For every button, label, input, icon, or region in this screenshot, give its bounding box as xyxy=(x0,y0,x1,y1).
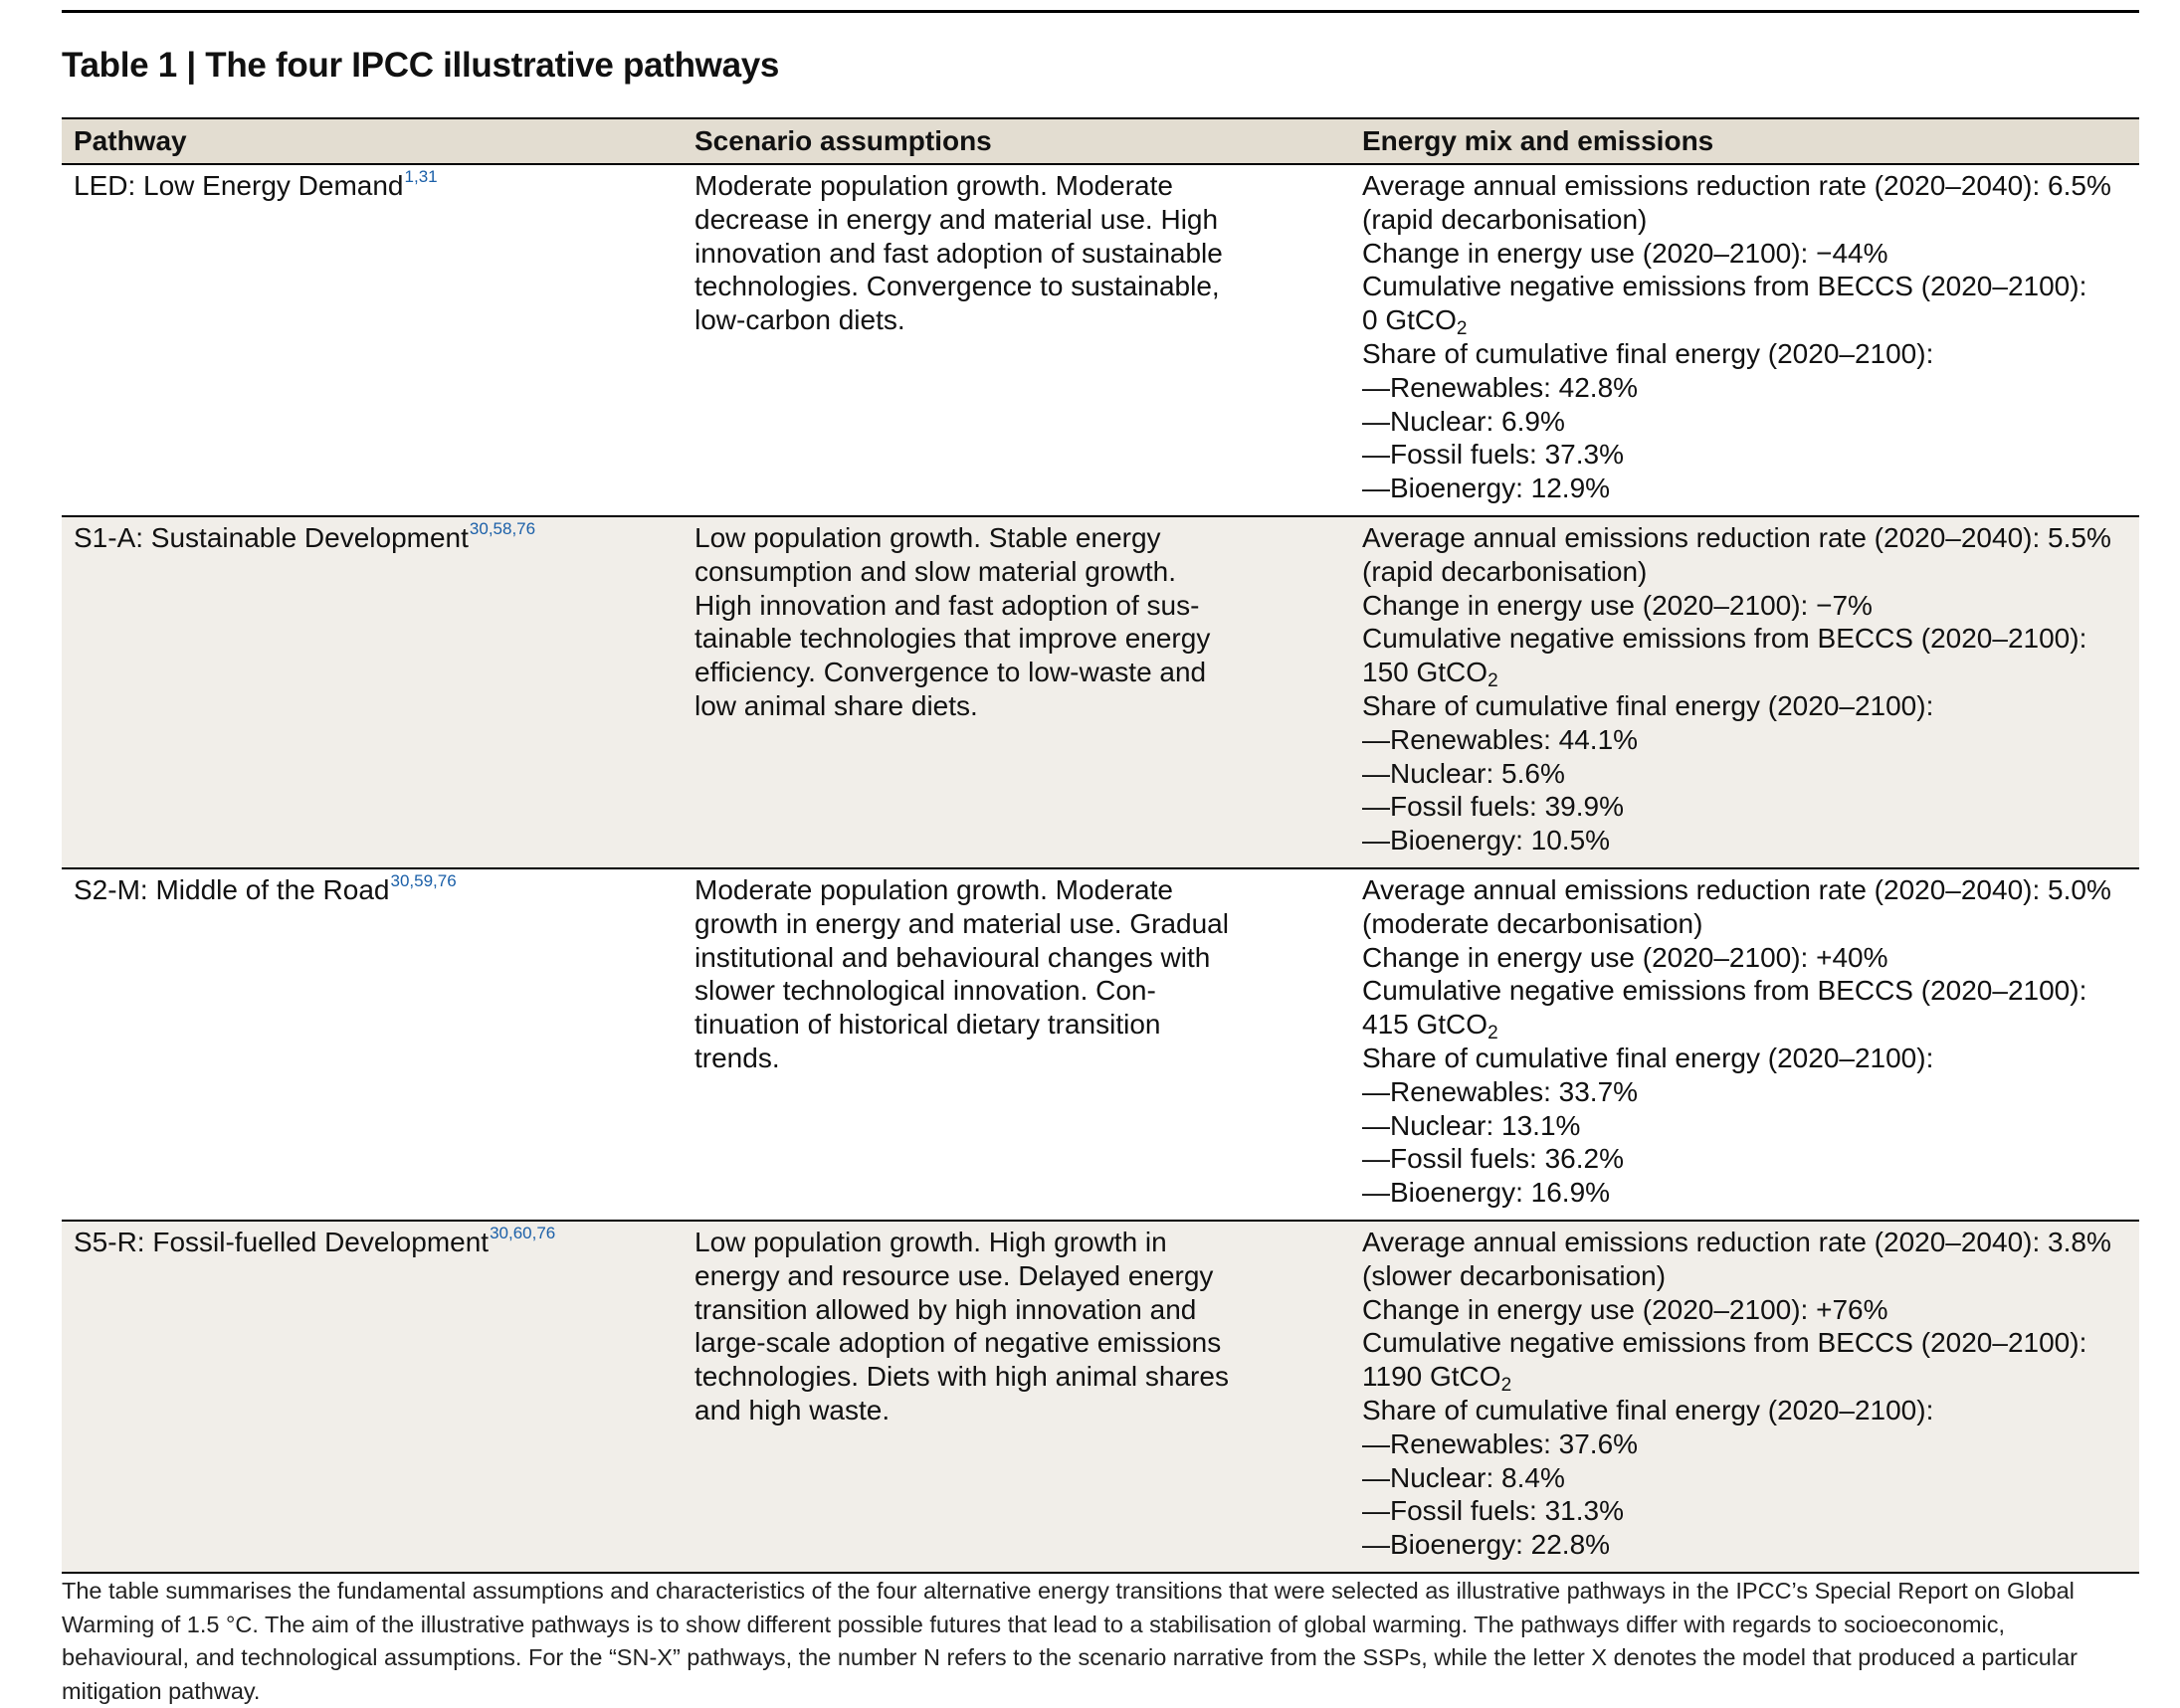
share-fossil: —Fossil fuels: 36.2% xyxy=(1362,1142,2138,1176)
energy-use-change: Change in energy use (2020–2100): −44% xyxy=(1362,237,2138,271)
energy-cell xyxy=(1362,169,2138,505)
assumptions-line: large-scale adoption of negative emissions xyxy=(694,1326,1331,1360)
share-label: Share of cumulative final energy (2020–2100): xyxy=(1362,689,2138,723)
assumptions-line: Low population growth. Stable energy xyxy=(694,521,1331,555)
assumptions-line: efficiency. Convergence to low-waste and xyxy=(694,656,1331,689)
beccs-amount: 150 GtCO xyxy=(1362,657,1487,687)
subscript-2: 2 xyxy=(1457,318,1468,339)
assumptions-cell xyxy=(694,169,1331,337)
pathway-name: S1-A: Sustainable Development xyxy=(74,522,469,553)
share-bioenergy: —Bioenergy: 22.8% xyxy=(1362,1528,2138,1562)
beccs-value xyxy=(1362,303,2138,337)
share-renewables: —Renewables: 37.6% xyxy=(1362,1427,2138,1461)
reduction-rate: Average annual emissions reduction rate (2020–2040): 5.5% xyxy=(1362,521,2138,555)
share-fossil: —Fossil fuels: 39.9% xyxy=(1362,790,2138,824)
assumptions-line: Moderate population growth. Moderate xyxy=(694,169,1331,203)
footnote-line: The table summarises the fundamental assumptions and characteristics of the four alternative energy transitions that were selected as illustrative pathways in the IPCC’s Special Report on Global xyxy=(62,1575,2141,1609)
assumptions-line: transition allowed by high innovation and xyxy=(694,1293,1331,1327)
assumptions-line: tinuation of historical dietary transition xyxy=(694,1008,1331,1042)
assumptions-line: low animal share diets. xyxy=(694,689,1331,723)
assumptions-line: High innovation and fast adoption of sus- xyxy=(694,589,1331,623)
pathway-name: LED: Low Energy Demand xyxy=(74,170,404,201)
subscript-2: 2 xyxy=(1487,670,1498,691)
pathways-table xyxy=(62,117,2139,1574)
pathway-name: S2-M: Middle of the Road xyxy=(74,874,390,905)
beccs-amount: 415 GtCO xyxy=(1362,1009,1487,1040)
beccs-label: Cumulative negative emissions from BECCS (2020–2100): xyxy=(1362,974,2138,1008)
share-renewables: —Renewables: 42.8% xyxy=(1362,371,2138,405)
subscript-2: 2 xyxy=(1487,1023,1498,1044)
footnote-line: behavioural, and technological assumptions. For the “SN-X” pathways, the number N refers to the scenario narrative from the SSPs, while the letter X denotes the model that produced a particular xyxy=(62,1641,2141,1675)
assumptions-line: and high waste. xyxy=(694,1394,1331,1427)
assumptions-line: Low population growth. High growth in xyxy=(694,1226,1331,1259)
decarbonisation-speed: (slower decarbonisation) xyxy=(1362,1259,2138,1293)
assumptions-line: tainable technologies that improve energy xyxy=(694,622,1331,656)
share-label: Share of cumulative final energy (2020–2100): xyxy=(1362,1394,2138,1427)
reduction-rate: Average annual emissions reduction rate (2020–2040): 3.8% xyxy=(1362,1226,2138,1259)
beccs-value xyxy=(1362,1008,2138,1042)
pathway-cell xyxy=(74,169,671,203)
share-nuclear: —Nuclear: 8.4% xyxy=(1362,1461,2138,1495)
header-pathway: Pathway xyxy=(74,125,187,157)
share-bioenergy: —Bioenergy: 12.9% xyxy=(1362,472,2138,505)
table-row xyxy=(62,165,2139,517)
share-renewables: —Renewables: 44.1% xyxy=(1362,723,2138,757)
header-energy-mix: Energy mix and emissions xyxy=(1362,125,1713,157)
assumptions-line: institutional and behavioural changes with xyxy=(694,941,1331,975)
beccs-value xyxy=(1362,656,2138,689)
reference-link[interactable]: 30,58,76 xyxy=(470,519,535,538)
pathway-cell xyxy=(74,1226,671,1259)
share-label: Share of cumulative final energy (2020–2100): xyxy=(1362,337,2138,371)
assumptions-cell xyxy=(694,1226,1331,1427)
share-renewables: —Renewables: 33.7% xyxy=(1362,1075,2138,1109)
beccs-label: Cumulative negative emissions from BECCS (2020–2100): xyxy=(1362,1326,2138,1360)
pathway-cell xyxy=(74,873,671,907)
table-row xyxy=(62,517,2139,869)
footnote-line: Warming of 1.5 °C. The aim of the illustrative pathways is to show different possible futures that lead to a stabilisation of global warming. The pathways differ with regards to socioeconomic, xyxy=(62,1609,2141,1642)
pathway-cell xyxy=(74,521,671,555)
beccs-label: Cumulative negative emissions from BECCS (2020–2100): xyxy=(1362,270,2138,303)
header-scenario-assumptions: Scenario assumptions xyxy=(694,125,992,157)
assumptions-line: decrease in energy and material use. High xyxy=(694,203,1331,237)
reference-link[interactable]: 30,60,76 xyxy=(490,1224,555,1242)
table-title: Table 1 | The four IPCC illustrative pathways xyxy=(62,46,779,86)
reduction-rate: Average annual emissions reduction rate (2020–2040): 6.5% xyxy=(1362,169,2138,203)
subscript-2: 2 xyxy=(1501,1375,1512,1396)
share-nuclear: —Nuclear: 6.9% xyxy=(1362,405,2138,439)
share-bioenergy: —Bioenergy: 10.5% xyxy=(1362,824,2138,857)
table-header-row xyxy=(62,117,2139,165)
assumptions-line: technologies. Convergence to sustainable, xyxy=(694,270,1331,303)
reference-link[interactable]: 1,31 xyxy=(405,167,438,186)
energy-use-change: Change in energy use (2020–2100): −7% xyxy=(1362,589,2138,623)
energy-cell xyxy=(1362,1226,2138,1562)
top-rule xyxy=(62,10,2139,13)
energy-cell xyxy=(1362,873,2138,1210)
assumptions-cell xyxy=(694,873,1331,1075)
decarbonisation-speed: (rapid decarbonisation) xyxy=(1362,203,2138,237)
footnote-line: mitigation pathway. xyxy=(62,1675,2141,1708)
beccs-amount: 0 GtCO xyxy=(1362,304,1457,335)
assumptions-cell xyxy=(694,521,1331,723)
assumptions-line: energy and resource use. Delayed energy xyxy=(694,1259,1331,1293)
assumptions-line: technologies. Diets with high animal shares xyxy=(694,1360,1331,1394)
beccs-label: Cumulative negative emissions from BECCS (2020–2100): xyxy=(1362,622,2138,656)
assumptions-line: Moderate population growth. Moderate xyxy=(694,873,1331,907)
reduction-rate: Average annual emissions reduction rate (2020–2040): 5.0% xyxy=(1362,873,2138,907)
assumptions-line: growth in energy and material use. Gradual xyxy=(694,907,1331,941)
decarbonisation-speed: (rapid decarbonisation) xyxy=(1362,555,2138,589)
pathway-name: S5-R: Fossil-fuelled Development xyxy=(74,1227,489,1257)
share-bioenergy: —Bioenergy: 16.9% xyxy=(1362,1176,2138,1210)
table-row xyxy=(62,869,2139,1222)
energy-cell xyxy=(1362,521,2138,857)
beccs-value xyxy=(1362,1360,2138,1394)
share-label: Share of cumulative final energy (2020–2100): xyxy=(1362,1042,2138,1075)
decarbonisation-speed: (moderate decarbonisation) xyxy=(1362,907,2138,941)
share-nuclear: —Nuclear: 13.1% xyxy=(1362,1109,2138,1143)
energy-use-change: Change in energy use (2020–2100): +76% xyxy=(1362,1293,2138,1327)
assumptions-line: innovation and fast adoption of sustainable xyxy=(694,237,1331,271)
beccs-amount: 1190 GtCO xyxy=(1362,1361,1501,1392)
assumptions-line: low-carbon diets. xyxy=(694,303,1331,337)
assumptions-line: trends. xyxy=(694,1042,1331,1075)
energy-use-change: Change in energy use (2020–2100): +40% xyxy=(1362,941,2138,975)
share-fossil: —Fossil fuels: 31.3% xyxy=(1362,1494,2138,1528)
share-nuclear: —Nuclear: 5.6% xyxy=(1362,757,2138,791)
table-row xyxy=(62,1222,2139,1574)
assumptions-line: slower technological innovation. Con- xyxy=(694,974,1331,1008)
assumptions-line: consumption and slow material growth. xyxy=(694,555,1331,589)
table-footnote xyxy=(62,1575,2141,1708)
reference-link[interactable]: 30,59,76 xyxy=(391,871,457,890)
share-fossil: —Fossil fuels: 37.3% xyxy=(1362,438,2138,472)
